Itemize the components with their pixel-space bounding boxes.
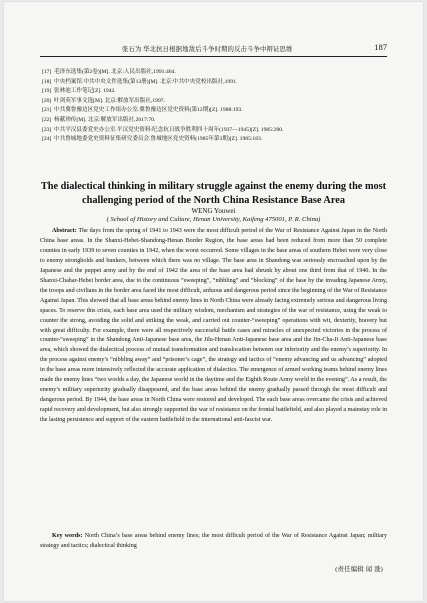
running-title: 张石为 华北抗日根据地敌后斗争时期的反击斗争中辩证思维 <box>122 46 293 53</box>
reference-item: [22] 杨献珍传[M]. 北京:解放军出版社,2017:70. <box>42 116 156 123</box>
page-number: 187 <box>374 42 387 52</box>
keywords-text: North China’s base areas behind enemy lines; the most difficult period of the War of Resistance Against Japan; military strategy and tactics; dialectical thinking <box>40 533 387 549</box>
article-title: The dialectical thinking in military struggle against the enemy during the most challenging period of the North China Resistance Base Area <box>40 181 387 206</box>
abstract <box>40 227 387 426</box>
editor-note: (责任编辑 闻 涨) <box>335 566 383 573</box>
reference-item: [17] 毛泽东选集(第2卷)[M]. 北京:人民出版社,1991:464. <box>42 69 176 75</box>
reference-item: [23] 中共平汉县委党史办公室.平汉党史资料:纪念抗日战争胜利四十周年(1937—1945)[Z]. 1985:280. <box>42 126 284 133</box>
abstract-text: The days from the spring of 1941 to 1943 were the most difficult period of the War of Resistance Against Japan in the North China base areas. In the Shanxi-Hebei-Shandong-Henan Border Region, the base areas had been reduced from more than 50 complete counties in early 1939 to seven counties in 1942, when the worst occurred. Some villages in the base areas of southern Hebei were very close to enemy strongholds and bunkers, between which there was no village. The base area in Shandong was seriously encroached upon by the Japanese and the puppet army and by the end of 1942 the area of the base area had shrunk by about one third from that of 1940. In the Shanxi-Chahar-Hebei border area, due to the continuous “sweeping”, “nibbling” and “blocking” of the base by the invading Japanese Army, the troops and civilians in the border area faced the most difficult, arduous and dangerous period since the beginning of the War of Resistance Against Japan. This showed that all base areas behind enemy lines in North China were already facing extremely serious and dangerous living spaces. To reserve this crisis, each base area used the military wisdom, mechanism and strategies of the war of resistance, using the weak to counter the strong, avoiding the solid and striking the weak, and carried out counter-“sweeping” operations with wit, dexterity, bravery but with great difficulty. For example, there were all respectively successful battle cases and miracles of unexpected victories in the process of counter-“sweeping” in the Shandong Anti-Japanese base area, the Jilu-Henan Anti-Japanese base area and the Jin-Cha-Ji Anti-Japanese base area, which showed the dialectical process of mutual transformation and translocation between our inferiority and the enemy’s superiority. In the process against enemy’s “nibbling away” and “prisoner’s cage”, the strategy and tactics of “enemy advancing and us advancing” adopted in the base areas more intensively reflected the accurate application of dialectics. The emergence of armed working teams behind enemy lines made the enemy lines “two worlds a day, the Japanese world in the daytime and the Eighth Route Army world in the evening”. As a result, the enemy’s military superiority gradually disappeared, and the base areas behind the enemy gradually passed through the most difficult and dangerous period. By 1944, the base areas in North China were restored and developed. The each base areas overcame the crisis and achieved rapid recovery and development, but also strongly supported the war of resistance on the frontal battlefield, and also played a mainstay role in the lasting persistence and support of the eastern battlefield in the international anti-fascist war. <box>40 228 387 424</box>
reference-list <box>42 68 387 145</box>
author-affiliation: ( School of History and Culture, Henan University, Kaifeng 475001, P. R. China) <box>106 216 321 223</box>
reference-item: [19] 张林池工作笔记[Z]. 1942. <box>42 88 116 95</box>
reference-item: [21] 中共冀鲁豫边区党史工作组办公室.冀鲁豫边区党史资料(第12期)[Z]. 1988:193. <box>42 107 243 114</box>
reference-item: [24] 中共鲁城地委党史资料征集研究委员会.鲁城地区党史资料(1985年第3期)[Z]. 1985:183. <box>42 136 263 143</box>
reference-item: [18] 中央档案馆.中共中央文件选集(第13册)[M]. 北京:中共中央党校出版社,1991. <box>42 78 238 85</box>
journal-page <box>4 2 423 601</box>
keywords <box>40 532 387 552</box>
running-header <box>40 42 387 57</box>
reference-item: [20] 叶剑英军事文选[M]. 北京:解放军出版社,1997. <box>42 97 165 104</box>
author-name: WENG Youwei <box>191 207 236 215</box>
abstract-label: Abstract: <box>52 228 77 234</box>
keywords-label: Key words: <box>52 533 83 539</box>
